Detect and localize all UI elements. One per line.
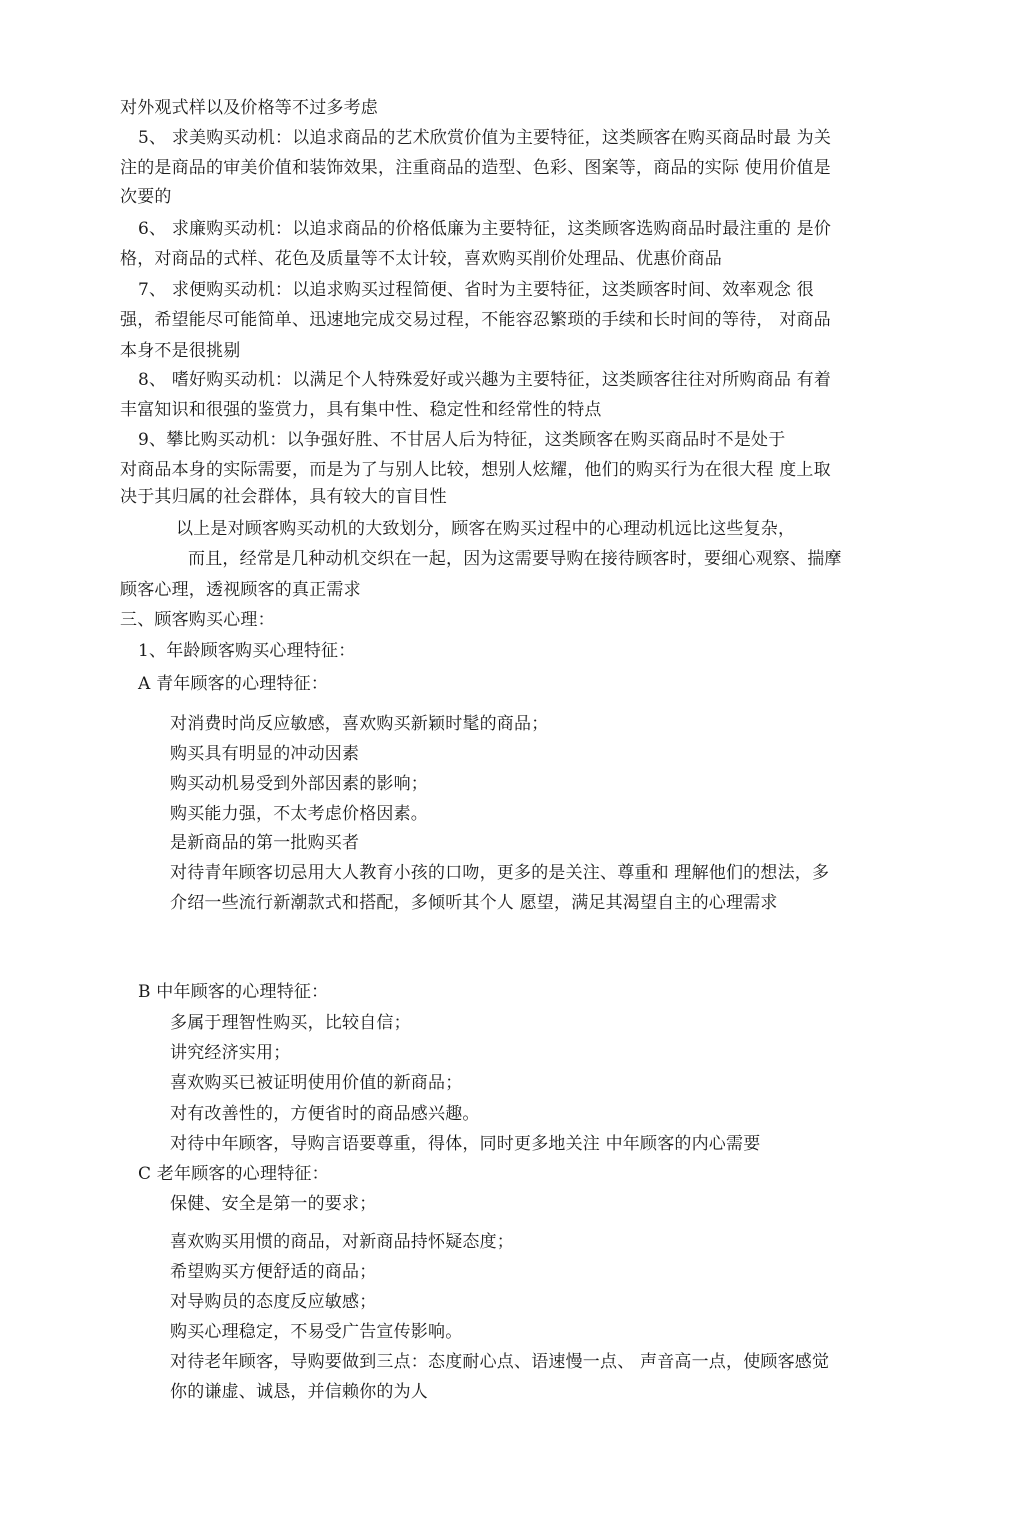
text-line: 是新商品的第一批购买者 <box>170 833 360 853</box>
text-line: 多属于理智性购买，比较自信； <box>170 1013 411 1033</box>
text-line: 强，希望能尽可能简单、迅速地完成交易过程，不能容忍繁琐的手续和长时间的等待， 对商品 <box>120 310 831 330</box>
text-line: 对导购员的态度反应敏感； <box>170 1292 377 1312</box>
text-line: 介绍一些流行新潮款式和搭配，多倾听其个人 愿望，满足其渴望自主的心理需求 <box>170 893 778 913</box>
text-line: 对消费时尚反应敏感，喜欢购买新颖时髦的商品； <box>170 714 549 734</box>
text-line: 对外观式样以及价格等不过多考虑 <box>120 98 378 118</box>
text-line: 喜欢购买用惯的商品，对新商品持怀疑态度； <box>170 1232 514 1252</box>
text-line: 注的是商品的审美价值和装饰效果，注重商品的造型、色彩、图案等，商品的实际 使用价值是 <box>120 158 831 178</box>
text-line: 你的谦虚、诚恳，并信赖你的为人 <box>170 1382 428 1402</box>
text-line: 格，对商品的式样、花色及质量等不太计较，喜欢购买削价处理品、优惠价商品 <box>120 249 722 269</box>
text-line: 购买动机易受到外部因素的影响； <box>170 774 428 794</box>
text-line: 顾客心理，透视顾客的真正需求 <box>120 580 361 600</box>
text-line: 对商品本身的实际需要，而是为了与别人比较，想别人炫耀，他们的购买行为在很大程 度上取 <box>120 460 831 480</box>
subsection-heading: 1、年龄顾客购买心理特征： <box>138 641 356 661</box>
text-line: 对待老年顾客，导购要做到三点：态度耐心点、语速慢一点、 声音高一点，使顾客感觉 <box>170 1352 830 1372</box>
group-heading: A 青年顾客的心理特征： <box>138 674 329 694</box>
text-line: 9、攀比购买动机：以争强好胜、不甘居人后为特征，这类顾客在购买商品时不是处于 <box>138 430 786 450</box>
text-line: 7、 求便购买动机：以追求购买过程简便、省时为主要特征，这类顾客时间、效率观念 很 <box>138 280 814 300</box>
text-line: 决于其归属的社会群体，具有较大的盲目性 <box>120 487 447 507</box>
text-line: 本身不是很挑剔 <box>120 341 241 361</box>
text-line: 8、 嗜好购买动机：以满足个人特殊爱好或兴趣为主要特征，这类顾客往往对所购商品 有着 <box>138 370 832 390</box>
text-line: 5、 求美购买动机：以追求商品的艺术欣赏价值为主要特征，这类顾客在购买商品时最 为关 <box>138 128 832 148</box>
text-line: 购买能力强，不太考虑价格因素。 <box>170 804 428 824</box>
text-line: 丰富知识和很强的鉴赏力，具有集中性、稳定性和经常性的特点 <box>120 400 602 420</box>
group-heading: C 老年顾客的心理特征： <box>138 1164 329 1184</box>
text-line: 购买心理稳定，不易受广告宣传影响。 <box>170 1322 463 1342</box>
text-line: 购买具有明显的冲动因素 <box>170 744 360 764</box>
section-heading: 三、顾客购买心理： <box>120 610 275 630</box>
group-heading: B 中年顾客的心理特征： <box>138 982 329 1002</box>
text-line: 6、 求廉购买动机：以追求商品的价格低廉为主要特征，这类顾客选购商品时最注重的 是价 <box>138 219 832 239</box>
text-line: 而且，经常是几种动机交织在一起，因为这需要导购在接待顾客时，要细心观察、揣摩 <box>188 549 842 569</box>
text-line: 对有改善性的，方便省时的商品感兴趣。 <box>170 1104 480 1124</box>
text-line: 喜欢购买已被证明使用价值的新商品； <box>170 1073 463 1093</box>
text-line: 保健、安全是第一的要求； <box>170 1194 377 1214</box>
text-line: 以上是对顾客购买动机的大致划分，顾客在购买过程中的心理动机远比这些复杂， <box>176 519 796 539</box>
text-line: 次要的 <box>120 187 172 207</box>
text-line: 希望购买方便舒适的商品； <box>170 1262 377 1282</box>
text-line: 讲究经济实用； <box>170 1043 291 1063</box>
text-line: 对待青年顾客切忌用大人教育小孩的口吻，更多的是关注、尊重和 理解他们的想法，多 <box>170 863 830 883</box>
text-line: 对待中年顾客，导购言语要尊重，得体，同时更多地关注 中年顾客的内心需要 <box>170 1134 761 1154</box>
